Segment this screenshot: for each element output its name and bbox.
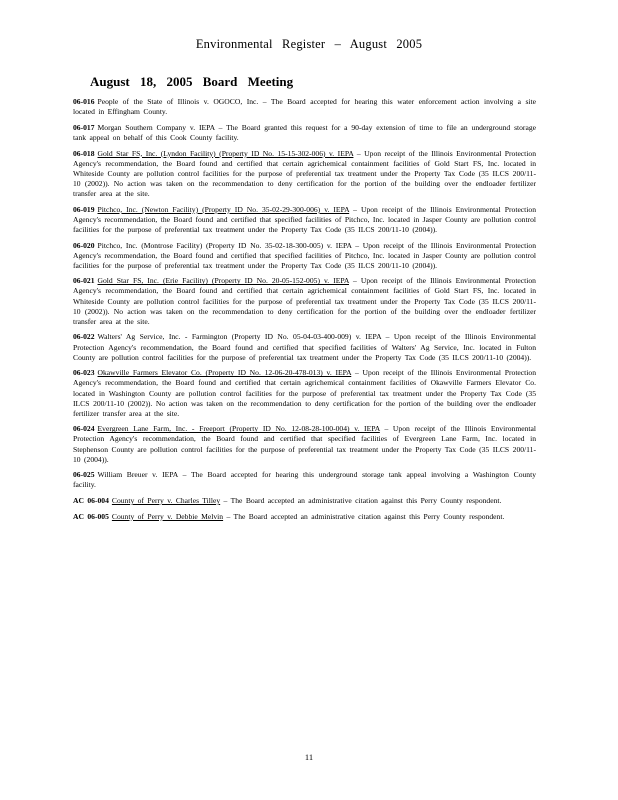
- case-caption: Gold Star FS, Inc. (Erie Facility) (Property ID No. 20-05-152-005) v. IEPA: [97, 276, 349, 286]
- case-caption: County of Perry v. Charles Tilley: [111, 496, 221, 506]
- meeting-title: August 18, 2005 Board Meeting: [90, 74, 294, 89]
- docket-entry: [73, 332, 536, 362]
- docket-number: 06-025: [73, 470, 95, 480]
- docket-entry: [73, 368, 536, 418]
- entry-text: Pitchco, Inc. (Montrose Facility) (Property ID No. 35-02-18-300-005) v. IEPA – Upon receipt of the Illinois Environmental Protection Agency's recommendation, the Board found and certified that specified facilities of Pitchco, Inc. located in Jasper County are pollution control facilities for the purpose of preferential tax treatment under the Property Tax Code (35 ILCS 200/11-10 (2004)).: [73, 240, 536, 270]
- case-caption: Gold Star FS, Inc. (Lyndon Facility) (Property ID No. 15-15-302-006) v. IEPA: [97, 148, 354, 158]
- case-caption: County of Perry v. Debbie Melvin: [111, 511, 224, 521]
- case-caption: Okawville Farmers Elevator Co. (Property ID No. 12-06-20-478-013) v. IEPA: [97, 368, 352, 378]
- docket-entry: [73, 241, 536, 271]
- docket-number: 06-022: [73, 332, 95, 342]
- page-number: 11: [304, 752, 314, 762]
- docket-entry: [73, 276, 536, 326]
- entry-text: – Upon receipt of the Illinois Environmental Protection Agency's recommendation, the Board found and certified that specified facilities of Evergreen Lane Farm, Inc. located in Stephenson County are pollution control facilities for the purpose of preferential tax treatment under the Property Tax Code (35 ILCS 200/11-10 (2004)).: [73, 424, 536, 464]
- docket-number: 06-016: [73, 97, 95, 106]
- entry-text: – Upon receipt of the Illinois Environmental Protection Agency's recommendation, the Board found and certified that specified facilities of Pitchco, Inc. located in Jasper County are pollution control facilities for the purpose of preferential tax treatment under the Property Tax Code (35 ILCS 200/11-10 (2004)).: [73, 204, 536, 234]
- case-caption: Pitchco, Inc. (Newton Facility) (Property ID No. 35-02-29-300-006) v. IEPA: [97, 204, 350, 214]
- entry-text: – The Board accepted an administrative citation against this Perry County respondent.: [220, 496, 502, 506]
- docket-entry: [73, 205, 536, 235]
- entry-text: – The Board accepted an administrative citation against this Perry County respondent.: [223, 511, 505, 521]
- page-header: Environmental Register – August 2005: [195, 37, 423, 51]
- docket-number: 06-023: [73, 368, 95, 378]
- entry-text: – Upon receipt of the Illinois Environmental Protection Agency's recommendation, the Board found and certified that certain agrichemical containment facilities of Gold Start FS, Inc. located in Whiteside County are pollution control facilities for the purpose of preferential tax treatment under the Property Tax Code (35 ILCS 200/11-10 (2002)). No action was taken on the recommendation to deny certification for the portion of the building over the endloader fertilizer transfer area at the site.: [73, 148, 536, 198]
- docket-number: AC 06-005: [73, 511, 109, 521]
- docket-entry: [73, 496, 536, 506]
- docket-number: 06-021: [73, 276, 95, 286]
- docket-entry: [73, 512, 536, 522]
- docket-entry: [73, 470, 536, 490]
- entry-text: – Upon receipt of the Illinois Environmental Protection Agency's recommendation, the Board found and certified that certain agrichemical containment facilities of Gold Start FS, Inc. located in Whiteside County are pollution control facilities for the purpose of preferential tax treatment under the Property Tax Code (35 ILCS 200/11-10 (2002)). No action was taken on the recommendation to deny certification for the portion of the building over the endloader fertilizer transfer area at the site.: [73, 276, 536, 326]
- entry-text: Walters' Ag Service, Inc. - Farmington (Property ID No. 05-04-03-400-009) v. IEPA – Upon receipt of the Illinois Environmental Protection Agency's recommendation, the Board found and certified that specified facilities of Walters' Ag Service, Inc. located in Fulton County are pollution control facilities for the purpose of preferential tax treatment under the Property Tax Code (35 ILCS 200/11-10 (2004)).: [73, 332, 536, 362]
- docket-entry: [73, 424, 536, 464]
- entry-text: William Breuer v. IEPA – The Board accepted for hearing this underground storage tank appeal involving a Washington County facility.: [73, 470, 536, 490]
- entry-text: Morgan Southern Company v. IEPA – The Board granted this request for a 90-day extension of time to file an underground storage tank appeal on behalf of this Cook County facility.: [73, 122, 536, 142]
- case-caption: Evergreen Lane Farm, Inc. - Freeport (Property ID No. 12-08-28-100-004) v. IEPA: [97, 424, 380, 434]
- docket-number: 06-020: [73, 240, 95, 250]
- docket-number: 06-018: [73, 148, 95, 158]
- docket-number: 06-024: [73, 424, 95, 434]
- docket-number: 06-017: [73, 122, 95, 132]
- docket-entry: [73, 149, 536, 199]
- entry-text: – Upon receipt of the Illinois Environmental Protection Agency's recommendation, the Board found and certified that certain agrichemical containment facilities of Okawville Farmers Elevator Co. located in Washington County are pollution control facilities for the purpose of preferential tax treatment under the Property Tax Code (35 ILCS 200/11-10 (2002)). No action was taken on the recommendation to deny certification for the portion of the building over the endloader fertilizer transfer area at the site.: [73, 368, 536, 418]
- entry-text: People of the State of Illinois v. OGOCO, Inc. – The Board accepted for hearing this water enforcement action involving a site located in Effingham County.: [73, 97, 536, 117]
- docket-number: 06-019: [73, 204, 95, 214]
- docket-entry: [73, 97, 536, 117]
- docket-number: AC 06-004: [73, 496, 109, 506]
- entries-list: [73, 97, 536, 528]
- docket-entry: [73, 123, 536, 143]
